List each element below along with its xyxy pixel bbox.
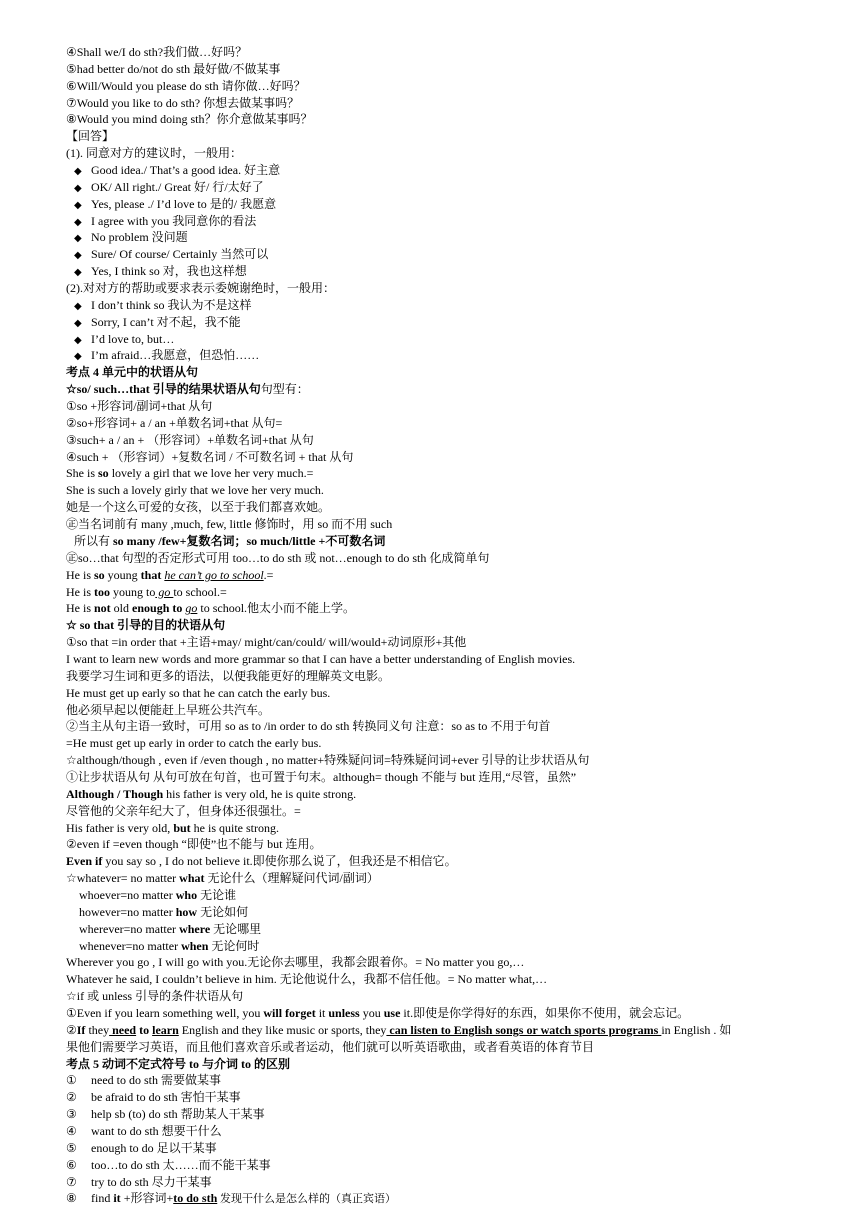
diamond-bullet-icon: ◆	[74, 300, 82, 312]
bullet-item: ◆ OK/ All right./ Great 好/ 行/太好了	[66, 179, 826, 196]
text-line: ②even if =even though “即使”也不能与 but 连用。	[66, 837, 322, 852]
diamond-bullet-icon: ◆	[74, 334, 82, 346]
example-sentence: Although / Though his father is very old, he is quite strong.	[66, 786, 357, 801]
bullet-item: ◆ Good idea./ That’s a good idea. 好主意	[66, 162, 826, 179]
example-sentence: ②If they need to learn English and they like music or sports, they can listen to English songs or watch sports programs in English . 如	[66, 1022, 732, 1037]
bullet-item: ◆ I agree with you 我同意你的看法	[66, 213, 826, 230]
translation-line: 我要学习生词和更多的语法，以便我能更好的理解英文电影。	[66, 668, 391, 683]
example-sentence: He must get up early so that he can catch the early bus.	[66, 685, 331, 700]
diamond-bullet-icon: ◆	[74, 351, 82, 363]
text-line: (1). 同意对方的建议时，一般用：	[66, 146, 242, 161]
text-line: ③such+ a / an + （形容词）+单数名词+that 从句	[66, 432, 314, 447]
section-heading: 考点 5 动词不定式符号 to 与介词 to 的区别	[66, 1056, 290, 1071]
text-line: whoever=no matter who 无论谁	[79, 887, 237, 902]
text-line: ⑧Would you mind doing sth？你介意做某事吗？	[66, 112, 313, 127]
example-sentence: He is not old enough to go to school.他太小而不能上学。	[66, 601, 356, 616]
list-item: ② be afraid to do sth 害怕干某事	[66, 1090, 241, 1105]
text-line: however=no matter how 无论如何	[79, 904, 249, 919]
diamond-bullet-icon: ◆	[74, 250, 82, 262]
text-line: ①so +形容词/副词+that 从句	[66, 399, 213, 414]
text-line: ☆whatever= no matter what 无论什么（理解疑问代词/副词）	[66, 871, 379, 886]
example-sentence: Even if you say so , I do not believe it.即使你那么说了，但我还是不相信它。	[66, 854, 457, 869]
diamond-bullet-icon: ◆	[74, 267, 82, 279]
list-item: ③ help sb (to) do sth 帮助某人干某事	[66, 1107, 265, 1122]
list-item: ⑥ too…to do sth 太……而不能干某事	[66, 1157, 271, 1172]
translation-line: 她是一个这么可爱的女孩，以至于我们都喜欢她。	[66, 500, 331, 515]
example-sentence: I want to learn new words and more grammar so that I can have a better understanding of English movies.	[66, 651, 576, 666]
text-line: ①让步状语从句 从句可放在句首，也可置于句末。although= though 不能与 but 连用,“尽管，虽然”	[66, 769, 577, 784]
text-line: ⑤had better do/not do sth 最好做/不做某事	[66, 61, 281, 76]
document-page	[66, 44, 826, 1207]
text-line: 所以有 so many /few+复数名词；so much/little +不可数名词	[74, 533, 386, 548]
example-sentence: She is such a lovely girly that we love her very much.	[66, 483, 324, 498]
text-line: ②so+形容词+ a / an +单数名词+that 从句=	[66, 415, 283, 430]
list-item: ④ want to do sth 想要干什么	[66, 1124, 222, 1138]
section-label: 【回答】	[66, 129, 115, 144]
bullet-item: ◆ I’d love to, but…	[66, 331, 826, 348]
bullet-item: ◆ Sorry, I can’t 对不起，我不能	[66, 314, 826, 331]
text-line: ☆if 或 unless 引导的条件状语从句	[66, 989, 244, 1004]
translation-line: 他必须早起以便能赶上早班公共汽车。	[66, 702, 271, 717]
bullet-item: ◆ Yes, I think so 对，我也这样想	[66, 263, 826, 280]
example-sentence: Whatever he said, I couldn’t believe in him. 无论他说什么，我都不信任他。= No matter what,…	[66, 972, 548, 987]
section-heading: 考点 4 单元中的状语从句	[66, 365, 199, 380]
list-item: ⑦ try to do sth 尽力干某事	[66, 1174, 212, 1189]
text-line: ④such + （形容词）+复数名词 / 不可数名词 + that 从句	[66, 449, 354, 464]
text-line: ☆so/ such…that 引导的结果状语从句句型有：	[66, 382, 309, 397]
translation-line: 尽管他的父亲年纪大了，但身体还很强壮。=	[66, 803, 301, 818]
diamond-bullet-icon: ◆	[74, 182, 82, 194]
text-line: ⑦Would you like to do sth? 你想去做某事吗？	[66, 95, 300, 110]
text-line: ☆although/though , even if /even though , no matter+特殊疑问词=特殊疑问词+ever 引导的让步状语从句	[66, 753, 590, 768]
text-line: whenever=no matter when 无论何时	[79, 938, 260, 953]
example-sentence: He is too young to go to school.=	[66, 584, 227, 599]
example-sentence: =He must get up early in order to catch the early bus.	[66, 736, 322, 751]
diamond-bullet-icon: ◆	[74, 199, 82, 211]
bullet-item: ◆ I’m afraid…我愿意，但恐怕……	[66, 347, 826, 364]
diamond-bullet-icon: ◆	[74, 233, 82, 245]
example-sentence: His father is very old, but he is quite strong.	[66, 820, 279, 835]
text-line: ④Shall we/I do sth?我们做…好吗？	[66, 45, 248, 59]
diamond-bullet-icon: ◆	[74, 166, 82, 178]
text-line: (2).对对方的帮助或要求表示委婉谢绝时，一般用：	[66, 281, 335, 296]
subsection-heading: ☆ so that 引导的目的状语从句	[66, 618, 226, 633]
translation-line: 果他们需要学习英语，而且他们喜欢音乐或者运动，他们就可以听英语歌曲，或者看英语的体育节目	[66, 1039, 595, 1054]
bullet-item: ◆ No problem 没问题	[66, 229, 826, 246]
example-sentence: He is so young that he can’t go to school.=	[66, 567, 274, 582]
bullet-item: ◆ Yes, please ./ I’d love to 是的/ 我愿意	[66, 196, 826, 213]
text-line: ②当主从句主语一致时，可用 so as to /in order to do sth 转换同义句 注意：so as to 不用于句首	[66, 719, 551, 734]
text-line: ㊣当名词前有 many ,much, few, little 修饰时，用 so 而不用 such	[66, 517, 393, 532]
list-item: ⑧ find it +形容词+to do sth 发现干什么是怎么样的（真正宾语）	[66, 1191, 396, 1206]
diamond-bullet-icon: ◆	[74, 216, 82, 228]
example-sentence: Wherever you go , I will go with you.无论你去哪里，我都会跟着你。= No matter you go,…	[66, 955, 525, 970]
bullet-item: ◆ I don’t think so 我认为不是这样	[66, 297, 826, 314]
text-line: ㊣so…that 句型的否定形式可用 too…to do sth 或 not…enough to do sth 化成简单句	[66, 550, 490, 565]
text-line: ①so that =in order that +主语+may/ might/can/could/ will/would+动词原形+其他	[66, 635, 467, 650]
example-sentence: She is so lovely a girl that we love her very much.=	[66, 466, 314, 481]
list-item: ① need to do sth 需要做某事	[66, 1073, 221, 1088]
example-sentence: ①Even if you learn something well, you will forget it unless you use it.即使是你学得好的东西，如果你不使用，就会忘记。	[66, 1005, 690, 1020]
list-item: ⑤ enough to do 足以干某事	[66, 1140, 217, 1155]
diamond-bullet-icon: ◆	[74, 317, 82, 329]
bullet-item: ◆ Sure/ Of course/ Certainly 当然可以	[66, 246, 826, 263]
text-line: ⑥Will/Would you please do sth 请你做…好吗？	[66, 78, 306, 93]
text-line: wherever=no matter where 无论哪里	[79, 921, 262, 936]
